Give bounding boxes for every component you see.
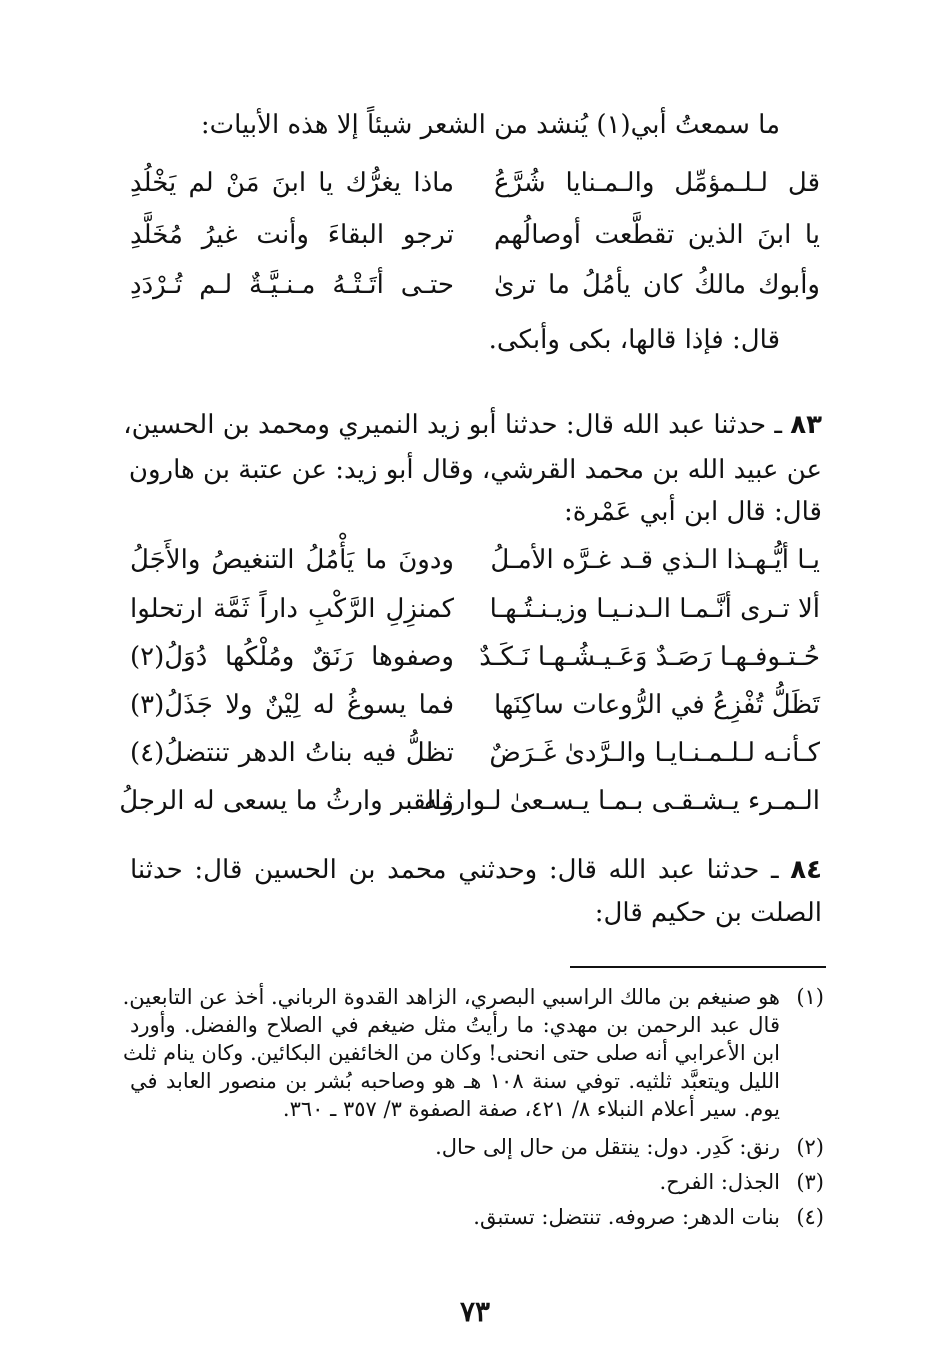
page-number: ٧٣ [459,1295,491,1328]
entry-83-line-1 [123,410,822,441]
verse-left-hemistich: والقبر وارثُ ما يسعى له الرجلُ [119,786,454,816]
footnote-line: قال عبد الرحمن بن مهدي: ما رأيتُ مثل ضيغم في الصلاح والفضل. وأورد [130,1013,780,1037]
verse-left-hemistich: ماذا يغرُّك يا ابنَ مَنْ لم يَخْلُدِ [130,168,454,198]
footnote-line: يوم. سير أعلام النبلاء ٨/ ٤٢١، صفة الصفوة ٣/ ٣٥٧ ـ ٣٦٠. [282,1097,780,1121]
poem-1-verse [130,168,820,212]
poem-2-verse [130,545,820,589]
verse-right-hemistich: ألا تـرى أنَّـمـا الـدنـيـا وزيـنـتُـهـا [489,594,820,624]
footnote-marker: (١) [796,985,824,1009]
entry-83-text-1: ـ حدثنا عبد الله قال: حدثنا أبو زيد النميري ومحمد بن الحسين، [123,410,782,440]
entry-83-line-2: عن عبيد الله بن محمد القرشي، وقال أبو زيد: عن عتبة بن هارون [128,455,822,485]
poem-1-verse [130,220,820,264]
verse-right-hemistich: قل لـلـمؤمِّل والـمـنايا شُرَّعُ [494,168,820,198]
verse-right-hemistich: يا ابنَ الذين تقطَّعت أوصالُهم [494,220,820,250]
verse-right-hemistich: كـأنـه لـلـمـنـايـا والـرَّدىٰ غَـرَضٌ [489,738,820,768]
poem-2-verse [119,786,820,830]
poem-2-verse [130,690,820,734]
entry-84-text-1: ـ حدثنا عبد الله قال: وحدثني محمد بن الحسين قال: حدثنا [130,855,779,885]
verse-left-hemistich: تظلُّ فيه بناتُ الدهر تنتضلُ(٤) [130,738,454,768]
poem-1-verse [130,270,820,314]
footnote-line: بنات الدهر: صروفه. تنتضل: تستبق. [473,1205,780,1229]
verse-left-hemistich: وصفوها رَنَقٌ ومُلْكُها دُوَلُ(٢) [130,642,454,672]
verse-left-hemistich: ترجو البقاءَ وأنت غيرُ مُخَلَّدِ [130,220,454,250]
verse-left-hemistich: فما يسوغُ له لِيْنٌ ولا جَذَلُ(٣) [130,690,454,720]
entry-number: ٨٣ [790,410,822,440]
footnote-line: ابن الأعرابي أنه صلى حتى انحنى! وكان من الخائفين البكائين. وكان ينام ثلث [123,1041,780,1065]
verse-right-hemistich: حُـتـوفـهـا رَصَـدٌ وَعَـيـشُـهـا نَـكَـدٌ [479,642,820,672]
footnote-separator [570,966,826,968]
footnote-line: هو صنيغم بن مالك الراسبي البصري، الزاهد القدوة الرباني. أخذ عن التابعين. [122,985,780,1009]
poem-2-verse [130,642,820,686]
verse-right-hemistich: الـمـرء يـشـقـى بـمـا يـسـعىٰ لـوارثـه [424,786,820,816]
footnote-line: الجذل: الفرح. [659,1170,780,1194]
after-poem-1-line: قال: فإذا قالها، بكى وأبكى. [488,325,780,355]
entry-83-line-3: قال: قال ابن أبي عَمْرة: [564,497,822,527]
entry-84-line-1 [130,855,822,886]
footnote-marker: (٢) [796,1135,824,1159]
verse-right-hemistich: وأبوك مالكُ كان يأمُلُ ما ترىٰ [494,270,820,300]
footnote-line: الليل ويتعبَّد ثلثيه. توفي سنة ١٠٨ هـ هو وصاحبه بُشر بن منصور العابد في [130,1069,780,1093]
footnote-line: رنق: كَدِر. دول: ينتقل من حال إلى حال. [435,1135,780,1159]
verse-left-hemistich: كمنزِلِ الرَّكْبِ داراً ثَمَّة ارتحلوا [130,594,454,624]
footnote-marker: (٤) [796,1205,824,1229]
poem-2-verse [130,738,820,782]
verse-left-hemistich: ودونَ ما يَأْمُلُ التنغيصُ والأَجَلُ [130,545,454,575]
entry-number: ٨٤ [790,855,823,885]
footnote-marker: (٣) [796,1170,824,1194]
verse-right-hemistich: يـا أيُّـهـذا الـذي قـد غـرَّه الأمـلُ [490,545,820,575]
intro-line: ما سمعتُ أبي(١) يُنشد من الشعر شيئاً إلا هذه الأبيات: [200,110,780,140]
poem-2-verse [130,594,820,638]
verse-right-hemistich: تَظَلُّ تُفْزِعُ في الرُّوعات ساكِنَها [494,690,820,720]
entry-84-line-2: الصلت بن حكيم قال: [594,898,822,928]
verse-left-hemistich: حتـى أتَـتْـهُ مـنـيَّـةٌ لـم تُـرْدَدِ [130,270,454,300]
